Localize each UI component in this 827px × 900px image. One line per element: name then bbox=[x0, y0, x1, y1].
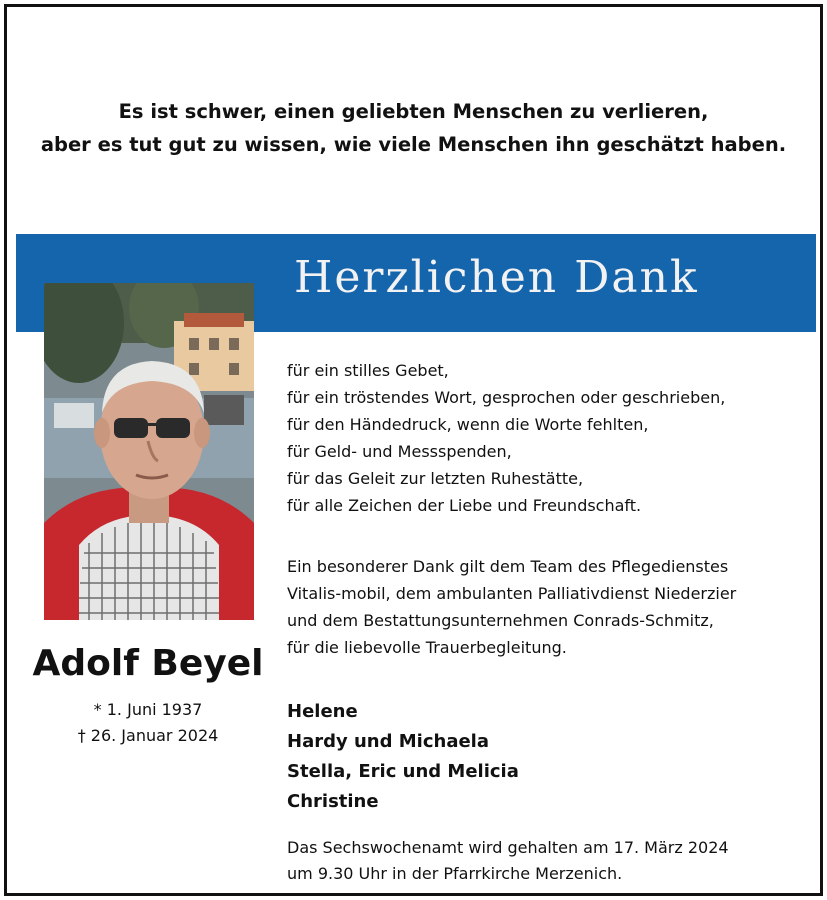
family-member: Stella, Eric und Melicia bbox=[287, 761, 519, 782]
special-thanks-line: und dem Bestattungsunternehmen Conrads-Schmitz, bbox=[287, 611, 714, 630]
mass-line: um 9.30 Uhr in der Pfarrkirche Merzenich. bbox=[287, 864, 623, 883]
thanks-line: für alle Zeichen der Liebe und Freundschaft. bbox=[287, 496, 642, 515]
thanks-list bbox=[287, 357, 807, 519]
family-member: Hardy und Michaela bbox=[287, 731, 489, 752]
portrait-photo bbox=[44, 283, 254, 620]
birth-date: * 1. Juni 1937 bbox=[93, 700, 203, 719]
special-thanks-line: Ein besonderer Dank gilt dem Team des Pflegedienstes bbox=[287, 557, 729, 576]
special-thanks bbox=[287, 553, 807, 661]
mass-line: Das Sechswochenamt wird gehalten am 17. März 2024 bbox=[287, 838, 729, 857]
special-thanks-line: für die liebevolle Trauerbegleitung. bbox=[287, 638, 567, 657]
thanks-line: für den Händedruck, wenn die Worte fehlten, bbox=[287, 415, 649, 434]
thanks-line: für ein tröstendes Wort, gesprochen oder geschrieben, bbox=[287, 388, 726, 407]
thanks-line: für Geld- und Messspenden, bbox=[287, 442, 512, 461]
family-member: Helene bbox=[287, 701, 358, 722]
portrait-illustration bbox=[44, 283, 254, 620]
family-member: Christine bbox=[287, 791, 379, 812]
motto-line: aber es tut gut zu wissen, wie viele Menschen ihn geschätzt haben. bbox=[40, 133, 787, 156]
motto-line: Es ist schwer, einen geliebten Menschen zu verlieren, bbox=[118, 100, 709, 123]
life-dates bbox=[17, 697, 279, 749]
mass-announcement bbox=[287, 835, 807, 887]
special-thanks-line: Vitalis-mobil, dem ambulanten Palliativdienst Niederzier bbox=[287, 584, 737, 603]
motto bbox=[7, 95, 820, 161]
notice-frame bbox=[4, 4, 823, 896]
family-names bbox=[287, 697, 807, 817]
deceased-name: Adolf Beyel bbox=[32, 643, 264, 684]
thanks-line: für das Geleit zur letzten Ruhestätte, bbox=[287, 469, 584, 488]
thanks-line: für ein stilles Gebet, bbox=[287, 361, 449, 380]
banner-title: Herzlichen Dank bbox=[294, 252, 699, 303]
death-date: † 26. Januar 2024 bbox=[77, 726, 219, 745]
